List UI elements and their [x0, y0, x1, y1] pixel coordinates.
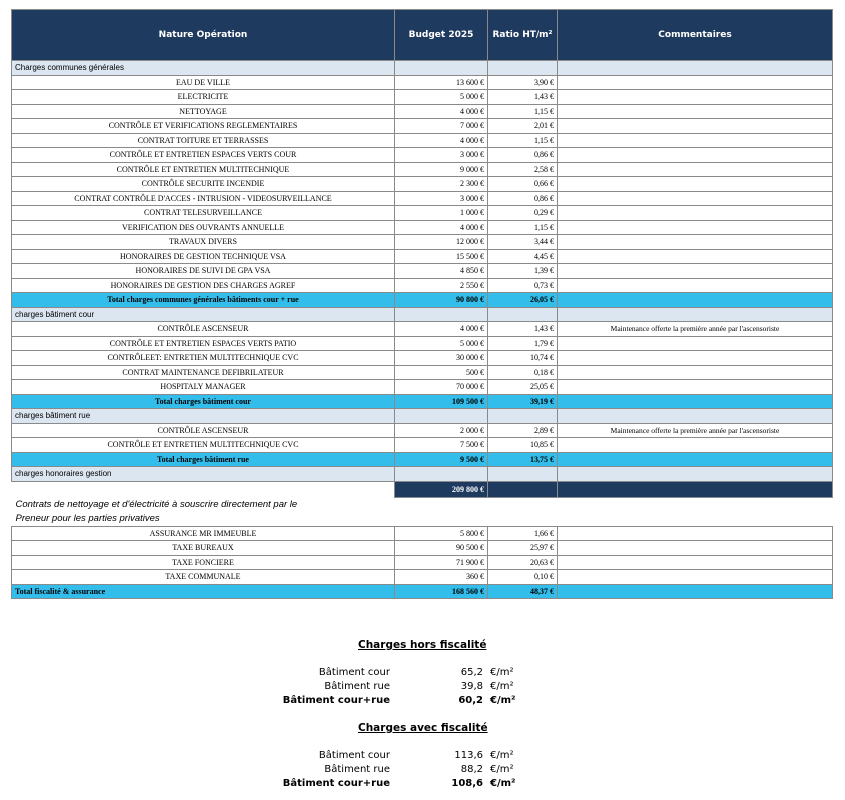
operation-label: TAXE BUREAUX — [12, 541, 395, 556]
operation-label: CONTRÔLE ASCENSEUR — [12, 322, 395, 337]
grand-total-row — [12, 481, 833, 497]
operation-label: CONTRAT MAINTENANCE DEFIBRILATEUR — [12, 365, 395, 380]
table-row — [12, 365, 833, 380]
total-ratio: 48,37 € — [488, 584, 558, 599]
table-row — [12, 75, 833, 90]
empty-cell — [488, 409, 558, 424]
comment-cell — [558, 365, 833, 380]
comment-cell — [558, 75, 833, 90]
table-row — [12, 148, 833, 163]
empty-cell — [558, 481, 833, 497]
empty-cell — [395, 61, 488, 76]
summary-label: Bâtiment cour+rue — [282, 778, 390, 789]
grand-total-value: 209 800 € — [395, 481, 488, 497]
empty-cell — [558, 394, 833, 409]
summary-value: 65,2 — [460, 667, 483, 678]
comment-cell — [558, 220, 833, 235]
summary-label: Bâtiment cour — [318, 750, 390, 761]
table-row — [12, 133, 833, 148]
ratio-value: 3,44 € — [488, 235, 558, 250]
budget-value: 12 000 € — [395, 235, 488, 250]
total-label: Total charges communes générales bâtiments cour + rue — [12, 293, 395, 308]
ratio-value: 1,79 € — [488, 336, 558, 351]
table-row — [12, 191, 833, 206]
note-row — [12, 497, 833, 512]
table-row — [12, 162, 833, 177]
ratio-value: 2,89 € — [488, 423, 558, 438]
ratio-value: 0,29 € — [488, 206, 558, 221]
ratio-value: 0,10 € — [488, 570, 558, 585]
table-row — [12, 336, 833, 351]
summary-value: 60,2 — [458, 695, 483, 706]
operation-label: CONTRAT CONTRÔLE D'ACCES - INTRUSION - VIDEOSURVEILLANCE — [12, 191, 395, 206]
empty-cell — [558, 293, 833, 308]
ratio-value: 0,73 € — [488, 278, 558, 293]
comment-cell — [558, 541, 833, 556]
ratio-value: 0,18 € — [488, 365, 558, 380]
comment-cell — [558, 119, 833, 134]
comment-cell — [558, 526, 833, 541]
operation-label: CONTRAT TELESURVEILLANCE — [12, 206, 395, 221]
budget-value: 2 300 € — [395, 177, 488, 192]
summary-unit: €/m² — [490, 750, 514, 761]
total-label: Total fiscalité & assurance — [12, 584, 395, 599]
table-row — [12, 220, 833, 235]
operation-label: HONORAIRES DE GESTION TECHNIQUE VSA — [12, 249, 395, 264]
operation-label: CONTRÔLE ET ENTRETIEN MULTITECHNIQUE CVC — [12, 438, 395, 453]
budget-value: 15 500 € — [395, 249, 488, 264]
table-row — [12, 541, 833, 556]
budget-value: 4 000 € — [395, 220, 488, 235]
empty-cell — [558, 467, 833, 482]
ratio-value: 1,15 € — [488, 104, 558, 119]
budget-table — [11, 9, 833, 599]
empty-cell — [395, 307, 488, 322]
table-row — [12, 264, 833, 279]
comment-cell — [558, 104, 833, 119]
empty-cell — [395, 467, 488, 482]
summary-row — [0, 778, 845, 792]
operation-label: TRAVAUX DIVERS — [12, 235, 395, 250]
budget-value: 90 500 € — [395, 541, 488, 556]
operation-label: CONTRAT TOITURE ET TERRASSES — [12, 133, 395, 148]
table-row — [12, 438, 833, 453]
ratio-value: 20,63 € — [488, 555, 558, 570]
summary-avec-title: Charges avec fiscalité — [358, 722, 488, 734]
total-ratio: 39,19 € — [488, 394, 558, 409]
empty-cell — [488, 307, 558, 322]
section-header-row — [12, 409, 833, 424]
table-row — [12, 351, 833, 366]
total-ratio: 13,75 € — [488, 452, 558, 467]
ratio-value: 4,45 € — [488, 249, 558, 264]
comment-cell — [558, 336, 833, 351]
operation-label: HONORAIRES DE GESTION DES CHARGES AGREF — [12, 278, 395, 293]
table-row — [12, 235, 833, 250]
summary-row — [0, 764, 845, 778]
header-ratio: Ratio HT/m² — [488, 10, 558, 61]
operation-label: TAXE FONCIERE — [12, 555, 395, 570]
table-row — [12, 206, 833, 221]
comment-cell — [558, 438, 833, 453]
operation-label: CONTRÔLEET: ENTRETIEN MULTITECHNIQUE CVC — [12, 351, 395, 366]
total-row — [12, 584, 833, 599]
comment-cell: Maintenance offerte la première année par l'ascensoriste — [558, 322, 833, 337]
budget-value: 3 000 € — [395, 191, 488, 206]
summary-label: Bâtiment cour — [318, 667, 390, 678]
summary-unit: €/m² — [490, 764, 514, 775]
budget-value: 5 800 € — [395, 526, 488, 541]
section-header-row — [12, 467, 833, 482]
section-title: charges honoraires gestion — [12, 467, 395, 482]
budget-value: 5 000 € — [395, 90, 488, 105]
budget-value: 7 000 € — [395, 119, 488, 134]
empty-cell — [488, 467, 558, 482]
total-row — [12, 394, 833, 409]
comment-cell — [558, 235, 833, 250]
summary-label: Bâtiment rue — [324, 681, 390, 692]
operation-label: CONTRÔLE ET VERIFICATIONS REGLEMENTAIRES — [12, 119, 395, 134]
total-budget: 90 800 € — [395, 293, 488, 308]
operation-label: CONTRÔLE SECURITE INCENDIE — [12, 177, 395, 192]
budget-value: 1 000 € — [395, 206, 488, 221]
summary-value: 88,2 — [460, 764, 483, 775]
section-header-row — [12, 61, 833, 76]
table-row — [12, 177, 833, 192]
summary-row — [0, 667, 845, 681]
empty-cell — [558, 409, 833, 424]
budget-value: 30 000 € — [395, 351, 488, 366]
comment-cell — [558, 351, 833, 366]
ratio-value: 10,85 € — [488, 438, 558, 453]
comment-cell — [558, 162, 833, 177]
table-row — [12, 380, 833, 395]
summary-value: 108,6 — [451, 778, 483, 789]
section-title: Charges communes générales — [12, 61, 395, 76]
table-body — [12, 61, 833, 599]
operation-label: CONTRÔLE ASCENSEUR — [12, 423, 395, 438]
operation-label: HOSPITALY MANAGER — [12, 380, 395, 395]
operation-label: CONTRÔLE ET ENTRETIEN ESPACES VERTS PATIO — [12, 336, 395, 351]
ratio-value: 25,97 € — [488, 541, 558, 556]
comment-cell — [558, 380, 833, 395]
operation-label: NETTOYAGE — [12, 104, 395, 119]
total-label: Total charges bâtiment rue — [12, 452, 395, 467]
section-title: charges bâtiment cour — [12, 307, 395, 322]
table-row — [12, 104, 833, 119]
comment-cell — [558, 90, 833, 105]
ratio-value: 1,66 € — [488, 526, 558, 541]
header-comments: Commentaires — [558, 10, 833, 61]
total-ratio: 26,05 € — [488, 293, 558, 308]
ratio-value: 1,15 € — [488, 133, 558, 148]
table-row — [12, 555, 833, 570]
ratio-value: 3,90 € — [488, 75, 558, 90]
ratio-value: 1,39 € — [488, 264, 558, 279]
note-row — [12, 512, 833, 527]
comment-cell — [558, 570, 833, 585]
budget-value: 3 000 € — [395, 148, 488, 163]
empty-cell — [395, 409, 488, 424]
empty-cell — [488, 481, 558, 497]
total-budget: 168 560 € — [395, 584, 488, 599]
comment-cell: Maintenance offerte la première année par l'ascensoriste — [558, 423, 833, 438]
table-row — [12, 570, 833, 585]
comment-cell — [558, 278, 833, 293]
empty-cell — [558, 307, 833, 322]
budget-value: 13 600 € — [395, 75, 488, 90]
empty-cell — [488, 61, 558, 76]
ratio-value: 2,58 € — [488, 162, 558, 177]
comment-cell — [558, 264, 833, 279]
table-row — [12, 90, 833, 105]
operation-label: ELECTRICITE — [12, 90, 395, 105]
operation-label: TAXE COMMUNALE — [12, 570, 395, 585]
section-header-row — [12, 307, 833, 322]
comment-cell — [558, 555, 833, 570]
operation-label: ASSURANCE MR IMMEUBLE — [12, 526, 395, 541]
table-row — [12, 526, 833, 541]
operation-label: CONTRÔLE ET ENTRETIEN MULTITECHNIQUE — [12, 162, 395, 177]
summary-row — [0, 681, 845, 695]
budget-value: 2 000 € — [395, 423, 488, 438]
comment-cell — [558, 206, 833, 221]
budget-value: 4 850 € — [395, 264, 488, 279]
comment-cell — [558, 191, 833, 206]
table-row — [12, 119, 833, 134]
summary-value: 113,6 — [454, 750, 483, 761]
budget-value: 71 900 € — [395, 555, 488, 570]
ratio-value: 10,74 € — [488, 351, 558, 366]
table-row — [12, 423, 833, 438]
summary-value: 39,8 — [460, 681, 483, 692]
total-row — [12, 293, 833, 308]
note-text: Contrats de nettoyage et d'électricité à souscrire directement par le — [15, 499, 298, 510]
summary-label: Bâtiment cour+rue — [282, 695, 390, 706]
summary-label: Bâtiment rue — [324, 764, 390, 775]
header-nature: Nature Opération — [12, 10, 395, 61]
total-budget: 109 500 € — [395, 394, 488, 409]
ratio-value: 0,66 € — [488, 177, 558, 192]
summary-unit: €/m² — [490, 667, 514, 678]
note-text: Preneur pour les parties privatives — [15, 513, 160, 524]
summary-row — [0, 695, 845, 709]
ratio-value: 25,05 € — [488, 380, 558, 395]
comment-cell — [558, 133, 833, 148]
empty-cell — [558, 584, 833, 599]
ratio-value: 0,86 € — [488, 148, 558, 163]
comment-cell — [558, 148, 833, 163]
table-row — [12, 278, 833, 293]
operation-label: CONTRÔLE ET ENTRETIEN ESPACES VERTS COUR — [12, 148, 395, 163]
total-row — [12, 452, 833, 467]
table-row — [12, 322, 833, 337]
summary-unit: €/m² — [490, 695, 516, 706]
budget-value: 4 000 € — [395, 133, 488, 148]
comment-cell — [558, 177, 833, 192]
budget-value: 9 000 € — [395, 162, 488, 177]
comment-cell — [558, 249, 833, 264]
empty-cell — [12, 481, 395, 497]
summary-unit: €/m² — [490, 681, 514, 692]
budget-value: 7 500 € — [395, 438, 488, 453]
budget-value: 4 000 € — [395, 322, 488, 337]
ratio-value: 0,86 € — [488, 191, 558, 206]
operation-label: HONORAIRES DE SUIVI DE GPA VSA — [12, 264, 395, 279]
summary-row — [0, 750, 845, 764]
empty-cell — [558, 61, 833, 76]
ratio-value: 1,43 € — [488, 322, 558, 337]
operation-label: EAU DE VILLE — [12, 75, 395, 90]
operation-label: VERIFICATION DES OUVRANTS ANNUELLE — [12, 220, 395, 235]
total-budget: 9 500 € — [395, 452, 488, 467]
budget-value: 2 550 € — [395, 278, 488, 293]
budget-value: 5 000 € — [395, 336, 488, 351]
summary-hors-title: Charges hors fiscalité — [358, 639, 487, 651]
budget-value: 4 000 € — [395, 104, 488, 119]
ratio-value: 1,15 € — [488, 220, 558, 235]
ratio-value: 2,01 € — [488, 119, 558, 134]
header-budget: Budget 2025 — [395, 10, 488, 61]
empty-cell — [558, 452, 833, 467]
section-title: charges bâtiment rue — [12, 409, 395, 424]
table-row — [12, 249, 833, 264]
table-header — [12, 10, 833, 61]
budget-value: 500 € — [395, 365, 488, 380]
total-label: Total charges bâtiment cour — [12, 394, 395, 409]
budget-value: 70 000 € — [395, 380, 488, 395]
ratio-value: 1,43 € — [488, 90, 558, 105]
budget-value: 360 € — [395, 570, 488, 585]
summary-unit: €/m² — [490, 778, 516, 789]
